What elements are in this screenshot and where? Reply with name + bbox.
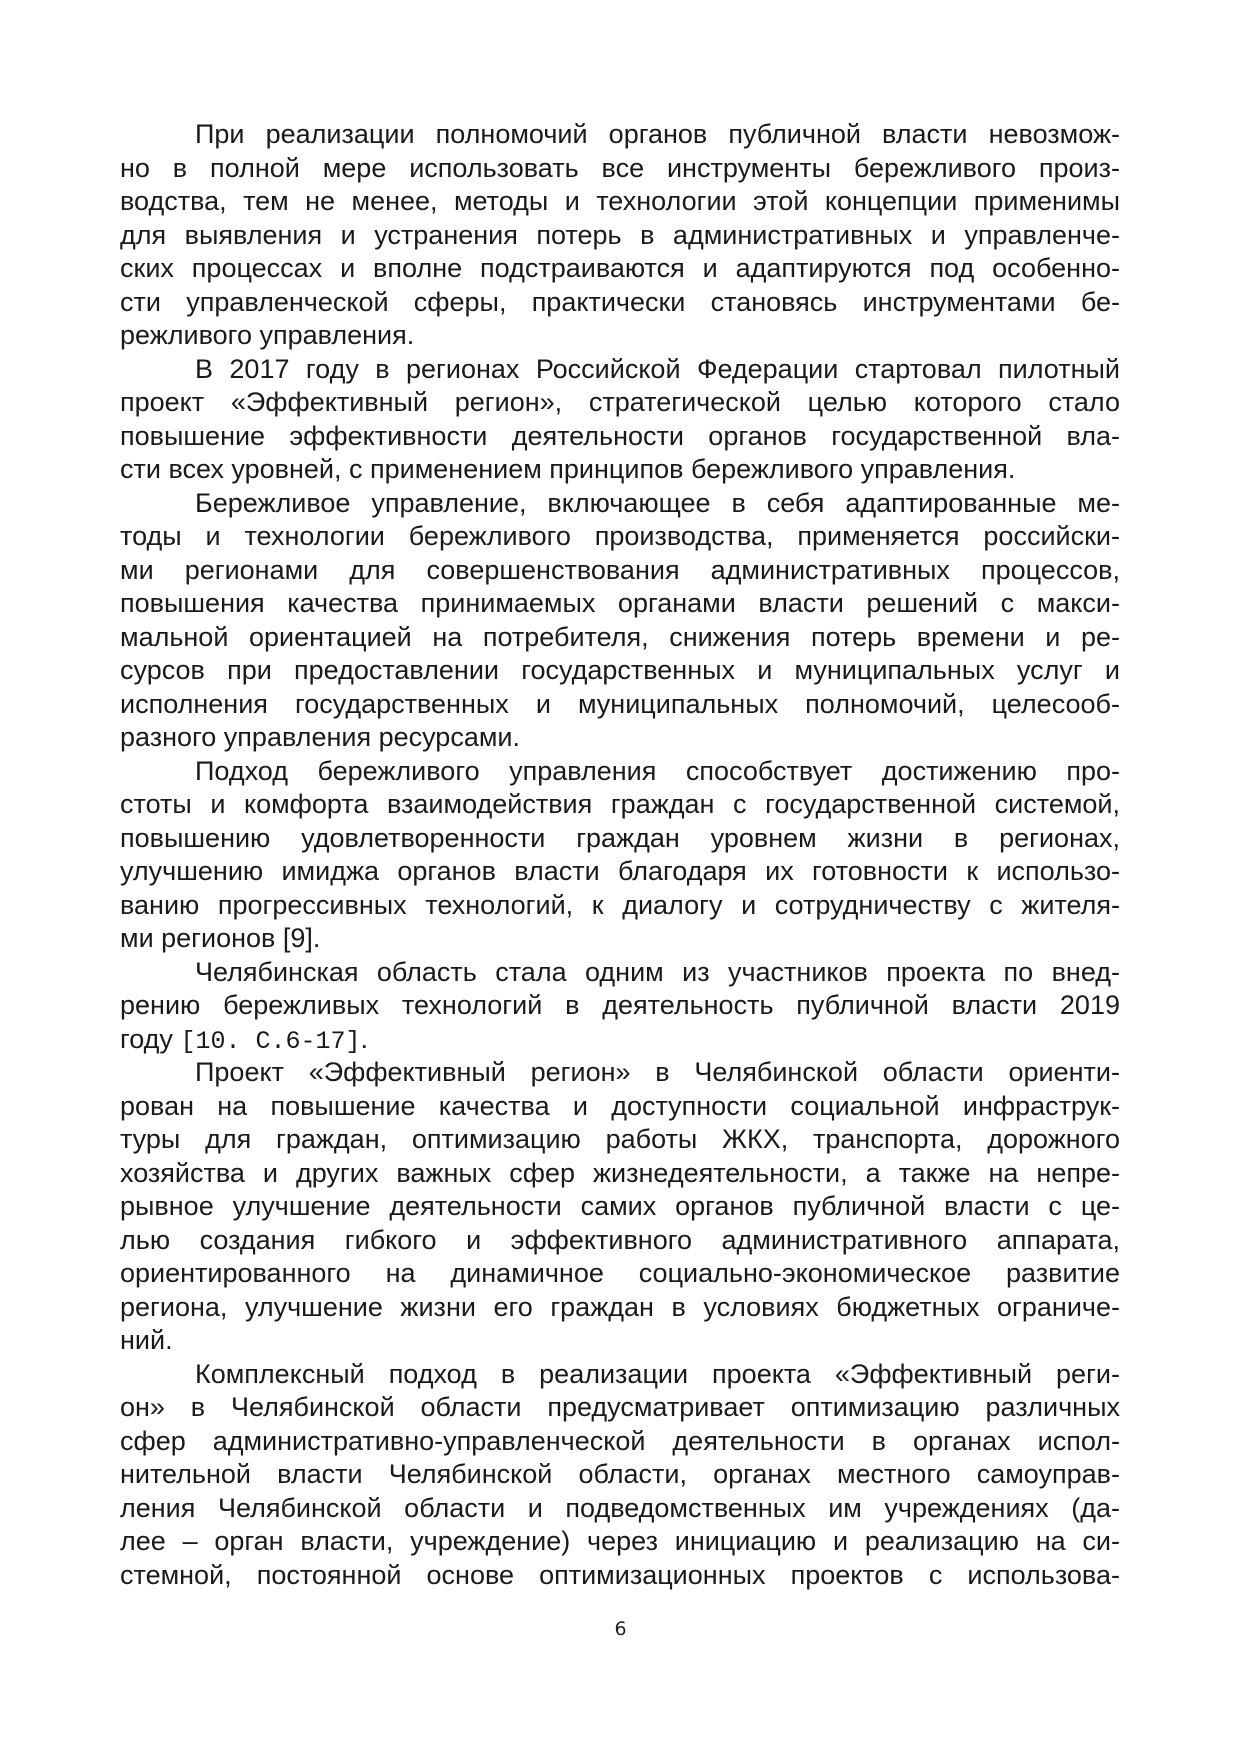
text-line: улучшению имиджа органов власти благодаря их готовности к использо-: [120, 856, 1120, 886]
text-line: сти управленческой сферы, практически становясь инструментами бе-: [120, 286, 1120, 317]
text-line: ми регионами для совершенствования административных процессов,: [120, 554, 1120, 585]
text-line: лью создания гибкого и эффективного административного аппарата,: [120, 1224, 1120, 1255]
paragraph: [120, 353, 1120, 487]
text-line: В 2017 году в регионах Российской Федерации стартовал пилотный: [195, 353, 1120, 384]
text-line: ванию прогрессивных технологий, к диалогу и сотрудничеству с жителя-: [120, 889, 1120, 920]
text-line: для выявления и устранения потерь в административных и управленче-: [120, 219, 1120, 250]
text-line: ми регионов [9].: [120, 923, 321, 953]
text-line: ления Челябинской области и подведомственных им учреждениях (да-: [120, 1492, 1120, 1523]
text-line: рывное улучшение деятельности самих органов публичной власти с це-: [120, 1191, 1120, 1221]
text-line: При реализации полномочий органов публичной власти невозмож-: [195, 119, 1120, 149]
text-line: Челябинская область стала одним из участников проекта по внед-: [195, 956, 1120, 987]
text-line: но в полной мере использовать все инструменты бережливого произ-: [120, 152, 1120, 183]
text-line: повышению удовлетворенности граждан уровнем жизни в регионах,: [120, 822, 1120, 853]
page-number: 6: [614, 1618, 627, 1640]
text-line: Бережливое управление, включающее в себя адаптированные ме-: [195, 487, 1120, 518]
text-line: проект «Эффективный регион», стратегической целью которого стало: [120, 387, 1120, 417]
text-line: сурсов при предоставлении государственных и муниципальных услуг и: [120, 655, 1120, 685]
text-line: ориентированного на динамичное социально-экономическое развитие: [120, 1258, 1120, 1288]
text-line: он» в Челябинской области предусматривает оптимизацию различных: [120, 1392, 1120, 1422]
paragraph: [120, 118, 1120, 353]
document-body: [120, 118, 1120, 1592]
text-line: рован на повышение качества и доступности социальной инфраструк-: [120, 1090, 1120, 1121]
text-line: режливого управления.: [120, 320, 415, 350]
text-line: Комплексный подход в реализации проекта «Эффективный реги-: [195, 1358, 1120, 1389]
text-line: повышения качества принимаемых органами власти решений с макси-: [120, 588, 1120, 618]
text-line: хозяйства и других важных сфер жизнедеятельности, а также на непре-: [120, 1157, 1120, 1188]
text-line: сти всех уровней, с применением принципов бережливого управления.: [120, 454, 1016, 484]
text-line: туры для граждан, оптимизацию работы ЖКХ, транспорта, дорожного: [120, 1124, 1120, 1154]
text-fragment: .: [360, 1023, 368, 1054]
text-line: рению бережливых технологий в деятельность публичной власти 2019: [120, 990, 1120, 1020]
text-line: региона, улучшение жизни его граждан в условиях бюджетных ограниче-: [120, 1291, 1120, 1322]
paragraph: [120, 1056, 1120, 1358]
paragraph: [120, 956, 1120, 1057]
text-line: исполнения государственных и муниципальных полномочий, целесооб-: [120, 688, 1120, 719]
text-line: нительной власти Челябинской области, органах местного самоуправ-: [120, 1459, 1120, 1489]
paragraph: [120, 1358, 1120, 1593]
text-line: сфер административно-управленческой деятельности в органах испол-: [120, 1425, 1120, 1456]
text-line: [120, 1023, 1120, 1057]
text-line: лее – орган власти, учреждение) через инициацию и реализацию на си-: [120, 1526, 1120, 1556]
text-line: стемной, постоянной основе оптимизационных проектов с использова-: [120, 1559, 1120, 1590]
text-line: ний.: [120, 1325, 173, 1355]
paragraph: [120, 487, 1120, 755]
paragraph: [120, 755, 1120, 956]
text-line: стоты и комфорта взаимодействия граждан с государственной системой,: [120, 789, 1120, 819]
text-line: разного управления ресурсами.: [120, 722, 520, 752]
text-line: тоды и технологии бережливого производства, применяется российски-: [120, 521, 1120, 551]
text-line: Подход бережливого управления способствует достижению про-: [195, 755, 1120, 786]
text-line: водства, тем не менее, методы и технологии этой концепции применимы: [120, 186, 1120, 216]
text-fragment: году: [120, 1023, 181, 1054]
text-line: ских процессах и вполне подстраиваются и адаптируются под особенно-: [120, 253, 1120, 283]
text-line: Проект «Эффективный регион» в Челябинской области ориенти-: [195, 1057, 1120, 1087]
text-line: повышение эффективности деятельности органов государственной вла-: [120, 420, 1120, 451]
citation: [10. С.6-17]: [180, 1026, 361, 1056]
text-line: мальной ориентацией на потребителя, снижения потерь времени и ре-: [120, 621, 1120, 652]
